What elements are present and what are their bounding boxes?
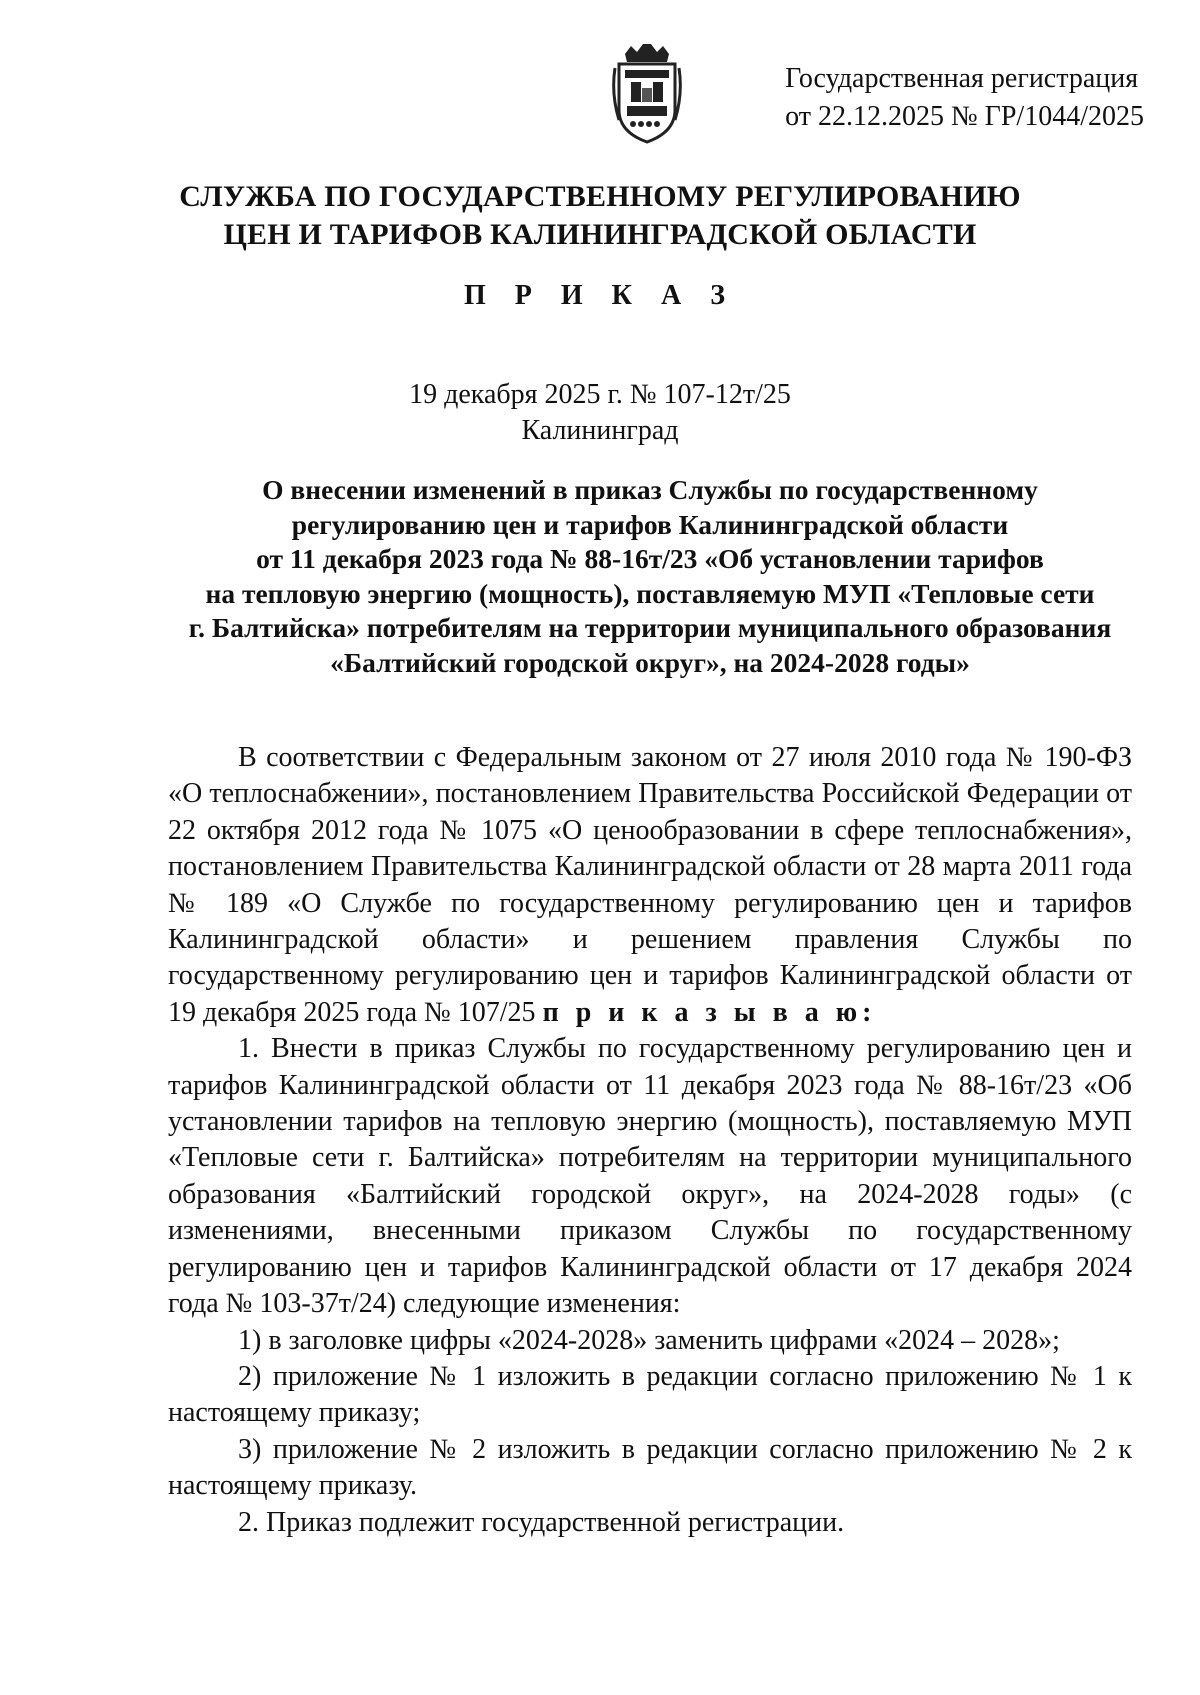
- registration-line-1: Государственная регистрация: [785, 63, 1139, 94]
- agency-name-line-1: СЛУЖБА ПО ГОСУДАРСТВЕННОМУ РЕГУЛИРОВАНИЮ: [179, 180, 1021, 213]
- document-date-number: 19 декабря 2025 г. № 107-12т/25: [409, 379, 791, 410]
- order-subitem-2: 2) приложение № 1 изложить в редакции согласно приложению № 1 к настоящему приказу;: [168, 1360, 1132, 1429]
- preamble-paragraph: [168, 740, 1132, 1031]
- agency-name: [0, 178, 1200, 254]
- order-subitem-3: 3) приложение № 2 изложить в редакции согласно приложению № 2 к настоящему приказу.: [168, 1433, 1132, 1502]
- preamble-text: В соответствии с Федеральным законом от 27 июля 2010 года № 190-ФЗ «О теплоснабжении», постановлением Правительства Российской Федерации от 22 октября 2012 года № 1075 «О ценообразовании в сфере теплоснабжения», постановлением Правительства Калининградской области от 28 марта 2011 года № 189 «О Службе по государственному регулированию цен и тарифов Калининградской области» и решением правления Службы по государственному регулированию цен и тарифов Калининградской области от 19 декабря 2025 года № 107/25: [168, 742, 1132, 1028]
- subject-line: О внесении изменений в приказ Службы по государственному: [262, 474, 1038, 505]
- document-city: Калининград: [521, 415, 679, 446]
- order-subitem-1: 1) в заголовке цифры «2024-2028» заменить цифрами «2024 – 2028»;: [238, 1324, 1060, 1356]
- subject-line: регулированию цен и тарифов Калининградской области: [291, 508, 1009, 540]
- subject-line: от 11 декабря 2023 года № 88-16т/23 «Об установлении тарифов: [256, 543, 1044, 575]
- subject-line: г. Балтийска» потребителям на территории муниципального образования: [188, 612, 1112, 644]
- kaliningrad-coat-of-arms-icon: [611, 44, 683, 144]
- registration-stamp: [785, 60, 1144, 136]
- document-body: [168, 740, 1132, 1541]
- subject-line: на тепловую энергию (мощность), поставляемую МУП «Тепловые сети: [205, 577, 1095, 609]
- order-word: п р и к а з ы в а ю:: [542, 996, 877, 1028]
- order-item-1: 1. Внести в приказ Службы по государственному регулированию цен и тарифов Калининградской области от 11 декабря 2023 года № 88-16т/23 «Об установлении тарифов на тепловую энергию (мощность), поставляемую МУП «Тепловые сети г. Балтийска» потребителям на территории муниципального образования «Балтийский городской округ», на 2024-2028 годы» (с изменениями, внесенными приказом Службы по государственному регулированию цен и тарифов Калининградской области от 17 декабря 2024 года № 103-37т/24) следующие изменения:: [168, 1033, 1132, 1320]
- document-type: П Р И К А З: [464, 280, 736, 311]
- subject-line: «Балтийский городской округ», на 2024-2028 годы»: [330, 646, 970, 678]
- agency-name-line-2: ЦЕН И ТАРИФОВ КАЛИНИНГРАДСКОЙ ОБЛАСТИ: [223, 218, 977, 251]
- order-item-2: 2. Приказ подлежит государственной регистрации.: [238, 1506, 845, 1538]
- document-dateline: [0, 377, 1200, 449]
- document-subject: [168, 473, 1132, 681]
- registration-line-2: от 22.12.2025 № ГР/1044/2025: [785, 101, 1144, 132]
